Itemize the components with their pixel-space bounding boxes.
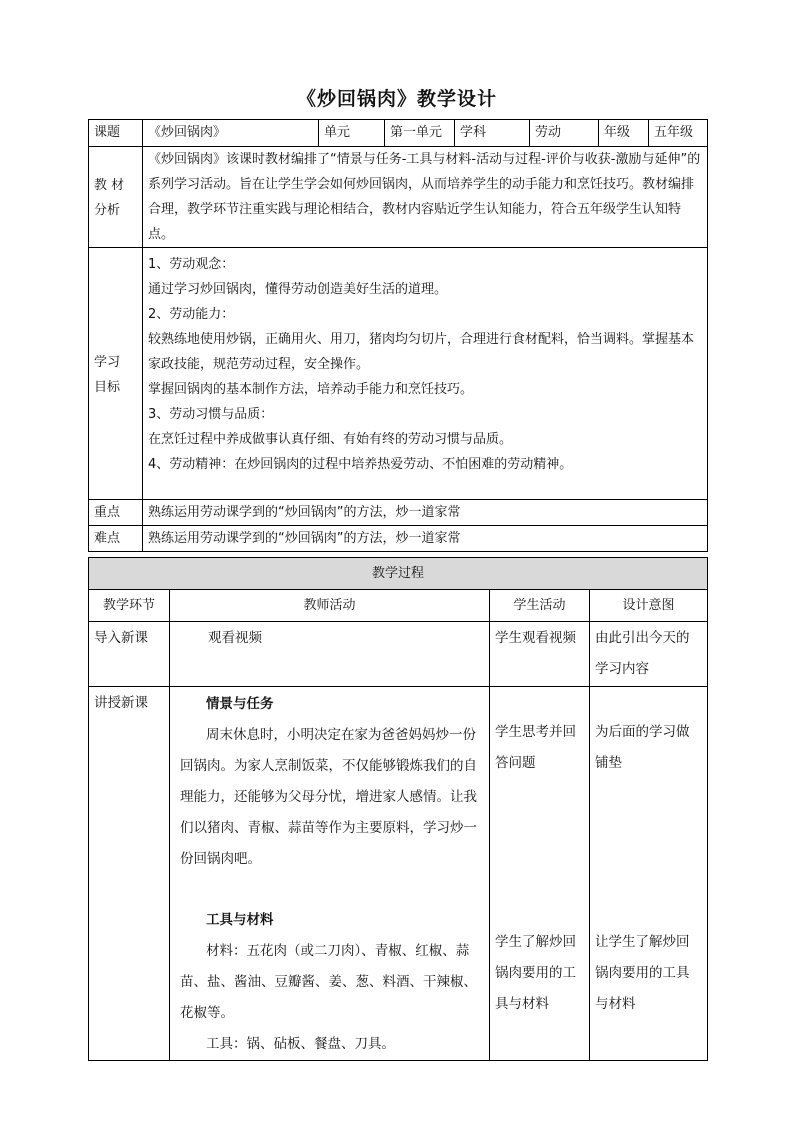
student-intro: 学生观看视频 [490,622,590,687]
difficulty-row [89,526,708,552]
col-student: 学生活动 [490,590,590,622]
student-teach [490,687,590,1061]
intent-intro: 由此引出今天的学习内容 [590,622,708,687]
student-tools: 学生了解炒回锅肉要用的工具与材料 [495,934,576,1012]
col-teacher: 教师活动 [170,590,490,622]
objective-line: 2、劳动能力： [148,307,235,322]
topic-value: 《炒回锅肉》 [143,120,319,147]
process-row-teach [89,687,708,1061]
process-row-intro [89,622,708,687]
info-table [88,119,708,552]
col-intent: 设计意图 [590,590,708,622]
objectives-row [89,248,708,500]
objectives-label-line2: 目标 [94,379,121,395]
objective-line: 较熟练地使用炒锅，正确用火、用刀，猪肉均匀切片，合理进行食材配料，恰当调料。掌握基本家政技能，规范劳动过程，安全操作。 [148,332,695,372]
objective-line: 通过学习炒回锅肉，懂得劳动创造美好生活的道理。 [148,282,448,297]
process-header-row [89,558,708,590]
student-answer: 学生思考并回答问题 [495,724,576,771]
stage-intro: 导入新课 [89,622,170,687]
objectives-label [89,248,143,500]
situation-paragraph: 周末休息时，小明决定在家为爸爸妈妈炒一份回锅肉。为家人烹制饭菜，不仅能够锻炼我们的自理能力，还能够为父母分忧，增进家人感情。让我们以猪肉、青椒、蒜苗等作为主要原料，学习炒一份回锅肉吧。 [180,727,477,867]
materials-paragraph: 材料：五花肉（或二刀肉）、青椒、红椒、蒜苗、盐、酱油、豆瓣酱、姜、葱、料酒、干辣椒、花椒等。 [180,943,477,1021]
objectives-label-line1: 学习 [94,354,121,370]
subject-label: 学科 [455,120,530,147]
analysis-label-line2: 分析 [94,203,121,218]
difficulty-text: 熟练运用劳动课学到的“炒回锅肉”的方法，炒一道家常 [143,526,708,552]
spacer [595,779,702,927]
teacher-teach [170,687,490,1061]
objective-line: 掌握回锅肉的基本制作方法，培养动手能力和烹饪技巧。 [148,382,474,397]
page-title: 《炒回锅肉》教学设计 [296,88,497,110]
analysis-text: 《炒回锅肉》该课时教材编排了“情景与任务-工具与材料-活动与过程-评价与收获-激励与延伸”的系列学习活动。旨在让学生学会如何炒回锅肉，从而培养学生的动手能力和烹饪技巧。教材编排合理，教学环节注重实践与理论相结合，教材内容贴近学生认知能力，符合五年级学生认知特点。 [143,147,708,248]
objectives-content [143,248,708,500]
key-point-text: 熟练运用劳动课学到的“炒回锅肉”的方法，炒一道家常 [143,500,708,526]
process-header: 教学过程 [89,558,708,590]
objective-line: 在烹饪过程中养成做事认真仔细、有始有终的劳动习惯与品质。 [148,432,513,447]
unit-label: 单元 [319,120,385,147]
intent-teach [590,687,708,1061]
tools-paragraph: 工具：锅、砧板、餐盘、刀具。 [206,1036,395,1052]
intent-tools: 让学生了解炒回锅肉要用的工具与材料 [595,934,690,1012]
difficulty-label: 难点 [89,526,143,552]
objective-line: 1、劳动观念： [148,257,235,272]
grade-label: 年级 [599,120,649,147]
unit-value: 第一单元 [385,120,455,147]
intent-foundation: 为后面的学习做铺垫 [595,724,690,771]
spacer [180,887,484,905]
teacher-intro: 观看视频 [170,622,490,687]
key-point-label: 重点 [89,500,143,526]
analysis-row [89,147,708,248]
grade-value: 五年级 [649,120,708,147]
info-row [89,120,708,147]
heading-situation: 情景与任务 [206,696,274,712]
spacer [495,779,584,927]
analysis-label-line1: 教 材 [94,178,125,193]
subject-value: 劳动 [530,120,599,147]
objective-line: 4、劳动精神：在炒回锅肉的过程中培养热爱劳动、不怕困难的劳动精神。 [148,457,573,472]
objective-line: 3、劳动习惯与品质： [148,407,274,422]
process-table [88,557,708,1061]
col-stage: 教学环节 [89,590,170,622]
stage-teach: 讲授新课 [89,687,170,1061]
key-point-row [89,500,708,526]
process-columns-row [89,590,708,622]
spacer [180,875,484,887]
heading-tools: 工具与材料 [206,912,274,928]
analysis-label [89,147,143,248]
topic-label: 课题 [89,120,143,147]
